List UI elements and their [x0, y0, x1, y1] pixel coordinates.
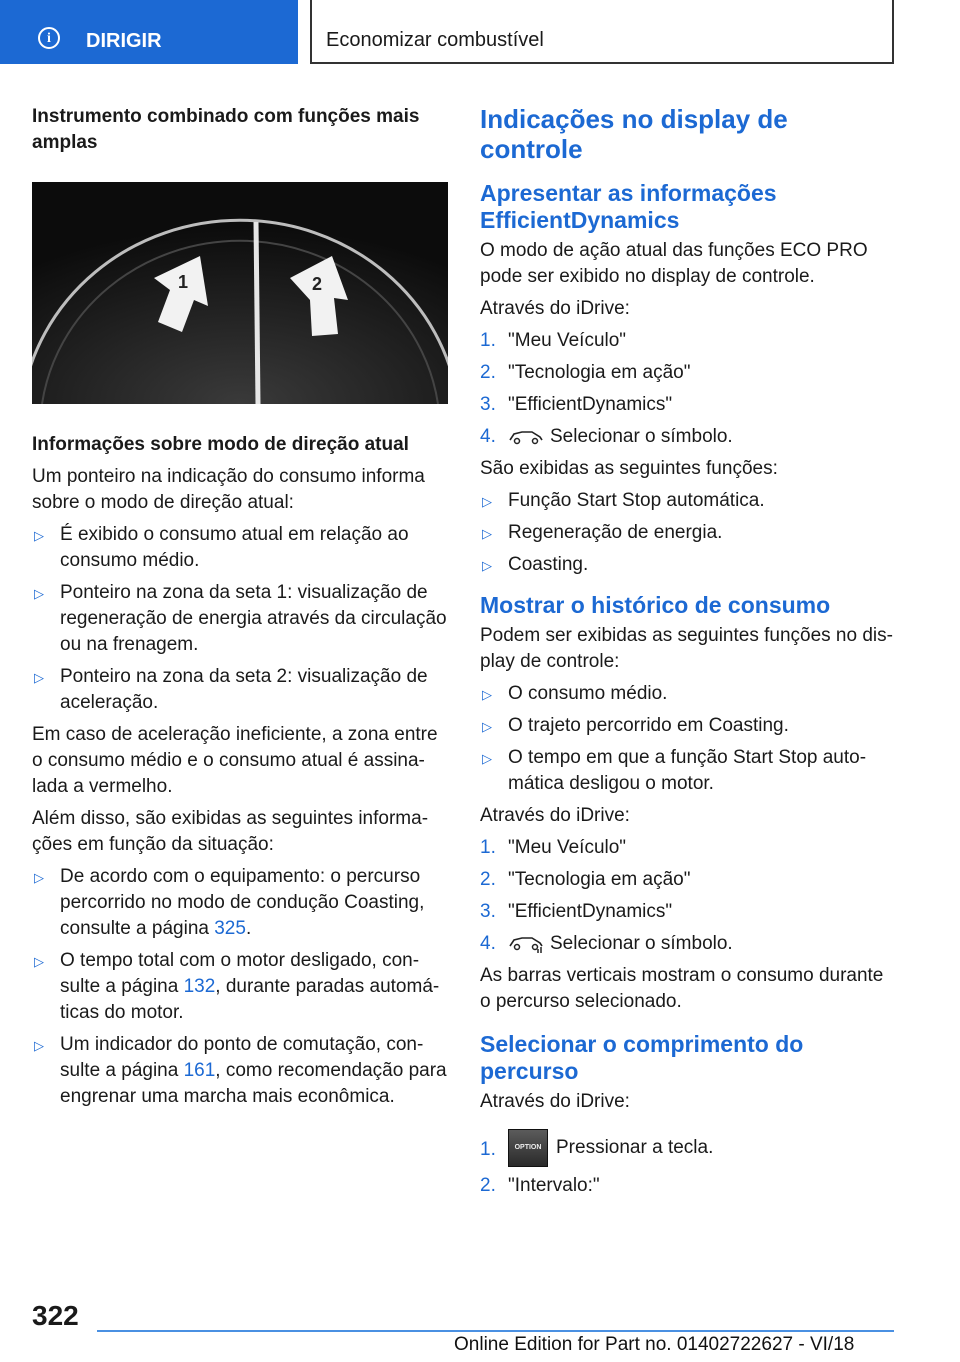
- via-idrive-2: Através do iDrive:: [480, 805, 630, 826]
- bullet-triangle-icon: ▷: [34, 870, 44, 885]
- car-eco-icon: [508, 428, 544, 446]
- via-idrive-1: Através do iDrive:: [480, 298, 630, 319]
- arrow-1-label: 1: [178, 272, 189, 292]
- list-item: 1. OPTION Pressionar a tecla.: [480, 1129, 896, 1167]
- arrow-2-label: 2: [312, 274, 323, 294]
- paragraph-inefficient: Em caso de aceleração ineficiente, a zona entre o consumo médio e o consumo atual é assina-lada a vermelho.: [32, 724, 438, 797]
- via-idrive-3: Através do iDrive:: [480, 1091, 630, 1112]
- list-item: ▷ Ponteiro na zona da seta 2: visualização de aceleração.: [34, 666, 428, 713]
- paragraph-functions: São exibidas as seguintes funções:: [480, 458, 778, 479]
- bullet-triangle-icon: ▷: [482, 751, 492, 766]
- heading-efficient-dynamics: Apresentar as informações EfficientDynamics: [480, 180, 777, 233]
- intro-paragraph: Um ponteiro na indicação do consumo informa sobre o modo de direção atual:: [32, 466, 425, 513]
- bullet-triangle-icon: ▷: [482, 494, 492, 509]
- list-item: 2. "Tecnologia em ação": [480, 362, 691, 383]
- page-link-132[interactable]: 132: [183, 976, 216, 997]
- list-item: 4. Selecionar o símbolo.: [480, 933, 733, 954]
- footer-rule: [97, 1330, 894, 1332]
- heading-consumption-history: Mostrar o histórico de consumo: [480, 592, 831, 618]
- heading-driving-mode: Informações sobre modo de direção atual: [32, 434, 409, 455]
- list-item: 1. "Meu Veículo": [480, 837, 627, 858]
- bullet-triangle-icon: ▷: [34, 670, 44, 685]
- option-key-icon: OPTION: [508, 1129, 548, 1167]
- list-item: 3. "EfficientDynamics": [480, 394, 673, 415]
- paragraph-additional: Além disso, são exibidas as seguintes informa-ções em função da situação:: [32, 808, 429, 855]
- left-column: [32, 104, 448, 1116]
- bullet-triangle-icon: ▷: [34, 1038, 44, 1053]
- list-item: ▷ Coasting.: [480, 552, 896, 578]
- list-item: ▷ O trajeto percorrido em Coasting.: [480, 713, 896, 739]
- list-item: 2. "Tecnologia em ação": [480, 869, 691, 890]
- edition-text: Online Edition for Part no. 01402722627 - VI/18: [454, 1334, 855, 1355]
- bullet-triangle-icon: ▷: [482, 687, 492, 702]
- bullet-triangle-icon: ▷: [34, 954, 44, 969]
- paragraph-bars: As barras verticais mostram o consumo durante o percurso selecionado.: [480, 965, 884, 1012]
- page-link-325[interactable]: 325: [214, 918, 246, 939]
- list-item: ▷ Ponteiro na zona da seta 1: visualização de regeneração de energia através da circulação ou na frenagem.: [34, 582, 447, 655]
- page-number: 322: [32, 1300, 79, 1331]
- list-item: 3. "EfficientDynamics": [480, 901, 673, 922]
- list-item: ▷ Regeneração de energia.: [480, 520, 896, 546]
- section-label: DIRIGIR: [86, 30, 162, 52]
- heading-control-display: Indicações no display de controle: [480, 104, 788, 164]
- page-link-161[interactable]: 161: [183, 1060, 216, 1081]
- list-item: ▷ É exibido o consumo atual em relação ao consumo médio.: [34, 524, 409, 571]
- car-history-icon: [508, 935, 544, 953]
- section-tab: [0, 0, 298, 64]
- heading-route-length: Selecionar o comprimento do percurso: [480, 1031, 804, 1084]
- heading-instrument-cluster: Instrumento combinado com funções mais amplas: [32, 106, 420, 153]
- list-item: ▷ O consumo médio.: [480, 681, 896, 707]
- bullet-triangle-icon: ▷: [482, 558, 492, 573]
- bullet-triangle-icon: ▷: [34, 528, 44, 543]
- instrument-cluster-photo: [32, 182, 448, 404]
- list-item: 1. "Meu Veículo": [480, 330, 627, 351]
- list-item: ▷ O tempo em que a função Start Stop auto-mática desligou o motor.: [482, 747, 867, 794]
- info-icon: i: [38, 27, 60, 49]
- chapter-title: Economizar combustível: [326, 29, 544, 51]
- paragraph-eco-pro: O modo de ação atual das funções ECO PRO pode ser exibido no display de controle.: [480, 240, 868, 287]
- list-item: ▷ Função Start Stop automática.: [480, 488, 896, 514]
- list-item: 4. Selecionar o símbolo.: [480, 426, 733, 447]
- list-item: ▷ De acordo com o equipamento: o percurso percorrido no modo de condução Coasting, consulte a página 325.: [34, 866, 425, 939]
- list-item: ▷ O tempo total com o motor desligado, con-sulte a página 132, durante paradas automá-ticas do motor.: [34, 950, 440, 1023]
- chapter-header: [310, 0, 894, 64]
- bullet-triangle-icon: ▷: [34, 586, 44, 601]
- bullet-triangle-icon: ▷: [482, 719, 492, 734]
- list-item: ▷ Um indicador do ponto de comutação, con-sulte a página 161, como recomendação para engrenar uma marcha mais econômica.: [34, 1034, 447, 1107]
- bullet-triangle-icon: ▷: [482, 526, 492, 541]
- right-column: [480, 104, 896, 1205]
- paragraph-history: Podem ser exibidas as seguintes funções no dis-play de controle:: [480, 625, 893, 672]
- list-item: 2. "Intervalo:": [480, 1175, 600, 1196]
